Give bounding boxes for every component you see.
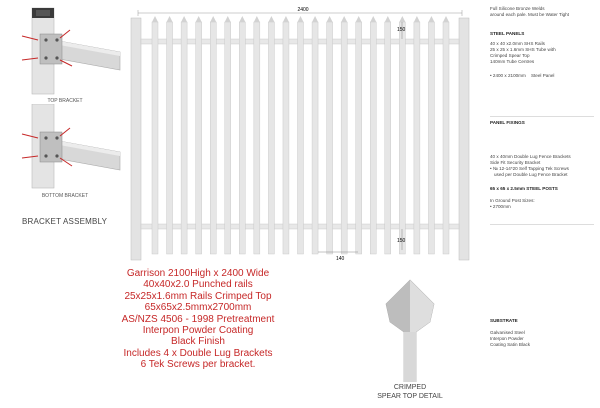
substrate-section xyxy=(490,318,530,348)
weld-note-line1: Full Silicone Bronze Welds xyxy=(490,6,545,11)
fixings-line3: № 12-14*20 Self Tapping Tek Screws xyxy=(492,166,569,171)
fixings-line1: 40 x 40mm Double Lug Fence Brackets xyxy=(490,154,571,159)
spec-line: AS/NZS 4506 - 1998 Pretreatment xyxy=(121,313,275,325)
top-bracket-drawing xyxy=(0,0,125,100)
pale-spear-tip xyxy=(414,16,420,22)
pale-spear-tip xyxy=(385,16,391,22)
pale-spear-tip xyxy=(167,16,173,22)
fence-pale xyxy=(268,22,274,254)
weld-note xyxy=(490,6,569,18)
pale-spear-tip xyxy=(254,16,260,22)
fence-pale xyxy=(181,22,187,254)
posts-line2: 2700mm xyxy=(492,204,511,209)
panel-size: 2400 x 2100mm xyxy=(492,73,526,78)
spec-line: Garrison 2100High x 2400 Wide xyxy=(126,268,270,279)
fence-pale xyxy=(239,22,245,254)
pale-spear-tip xyxy=(370,16,376,22)
pale-spear-tip xyxy=(327,16,333,22)
crimped-spear-top-drawing xyxy=(378,278,442,382)
steel-panels-line4: 140mm Tube Centres xyxy=(490,59,535,64)
substrate-line3: Coating Satin Black xyxy=(490,342,531,347)
substrate-heading: SUBSTRATE xyxy=(490,318,518,323)
pale-spear-tip xyxy=(443,16,449,22)
spec-line: Includes 4 x Double Lug Brackets xyxy=(123,347,273,359)
bottom-bracket-label: BOTTOM BRACKET xyxy=(41,193,89,199)
bracket-assembly-label: BRACKET ASSEMBLY xyxy=(22,217,108,226)
fence-pale xyxy=(167,22,173,254)
fence-pale xyxy=(210,22,216,254)
fence-pale xyxy=(298,22,304,254)
steel-panels-heading: STEEL PANELS xyxy=(490,31,525,36)
pale-spear-tip xyxy=(239,16,245,22)
divider xyxy=(490,224,594,225)
spec-line: Interpon Powder Coating xyxy=(142,325,254,337)
fence-pale xyxy=(341,22,347,254)
pale-spear-tip xyxy=(196,16,202,22)
spec-line: 65x65x2.5mmx2700mm xyxy=(144,302,252,314)
crimp-detail-title xyxy=(360,383,460,401)
panel-fixings-heading: PANEL FIXINGS xyxy=(490,120,525,125)
pale-spear-tip xyxy=(312,16,318,22)
fence-pale xyxy=(414,22,420,254)
panel-type: Steel Panel xyxy=(530,73,555,78)
posts-line1: In Ground Post Sizes: xyxy=(490,198,535,203)
posts-heading: 65 x 65 x 2.5mm STEEL POSTS xyxy=(490,186,558,191)
bottom-bracket-drawing xyxy=(0,104,125,189)
steel-panels-line3: Crimped Spear Top xyxy=(490,53,530,58)
fence-pale xyxy=(443,22,449,254)
steel-panels-line1: 40 x 40 x2.0mm SHS Rails xyxy=(490,41,545,46)
fence-elevation-drawing xyxy=(128,0,473,265)
substrate-line1: Galvanised Steel xyxy=(490,330,525,335)
steel-panels-line2: 25 x 25 x 1.6mm SHS Tube with xyxy=(490,47,556,52)
fence-pale xyxy=(385,22,391,254)
spec-line: 6 Tek Screws per bracket. xyxy=(140,359,256,371)
crimp-detail-line1: CRIMPED xyxy=(393,384,427,391)
fence-pale xyxy=(428,22,434,254)
fence-pale xyxy=(327,22,333,254)
pale-spear-tip xyxy=(298,16,304,22)
pale-spear-tip xyxy=(225,16,231,22)
spec-list xyxy=(112,268,284,371)
fence-pale xyxy=(399,22,405,254)
weld-note-line2: around each pale. Must be Water Tight xyxy=(490,12,569,17)
bottom-offset-dim-label: 150 xyxy=(397,238,406,244)
pale-spear-tip xyxy=(210,16,216,22)
top-offset-dim-label: 150 xyxy=(397,27,406,33)
fixings-line2: Side Fit Security Bracket xyxy=(490,160,541,165)
fence-pale xyxy=(356,22,362,254)
fence-pale xyxy=(152,22,158,254)
crimp-detail-line2: SPEAR TOP DETAIL xyxy=(377,393,443,400)
spec-line: 25x25x1.6mm Rails Crimped Top xyxy=(124,290,272,302)
fence-pale xyxy=(225,22,231,254)
pale-spear-tip xyxy=(181,16,187,22)
fence-pale xyxy=(370,22,376,254)
pale-spear-tip xyxy=(268,16,274,22)
top-bracket-label: TOP BRACKET xyxy=(47,98,83,104)
pale-spear-tip xyxy=(341,16,347,22)
spec-line: Black Finish xyxy=(171,336,225,348)
width-dim-label: 2400 xyxy=(297,7,309,13)
steel-panels-section: STEEL PANELS 40 x 40 x2.0mm SHS Rails 25 x 25 x 1.6mm SHS Tube with Crimped Spear Top 140mm Tube Centres • 2400 x 2100mm Steel Panel xyxy=(490,31,556,78)
fence-pale xyxy=(312,22,318,254)
pale-spear-tip xyxy=(399,16,405,22)
spacing-dim-label: 140 xyxy=(336,256,345,262)
fixings-line4: used per Double Lug Fence Bracket xyxy=(494,172,568,177)
panel-fixings-section: PANEL FIXINGS 40 x 40mm Double Lug Fence Brackets Side Fit Security Bracket • № 12-14*20 Self Tapping Tek Screws used per Double Lug Fence Bracket xyxy=(490,120,571,177)
substrate-line2: Interpon Powder xyxy=(490,336,524,341)
spec-line: 40x40x2.0 Punched rails xyxy=(143,279,253,291)
divider xyxy=(490,116,594,117)
fence-pale xyxy=(196,22,202,254)
steel-posts-section: 65 x 65 x 2.5mm STEEL POSTS In Ground Post Sizes: • 2700mm xyxy=(490,186,558,209)
pale-spear-tip xyxy=(152,16,158,22)
pale-spear-tip xyxy=(428,16,434,22)
pale-spear-tip xyxy=(283,16,289,22)
fence-pale xyxy=(283,22,289,254)
fence-pale xyxy=(254,22,260,254)
pale-spear-tip xyxy=(356,16,362,22)
